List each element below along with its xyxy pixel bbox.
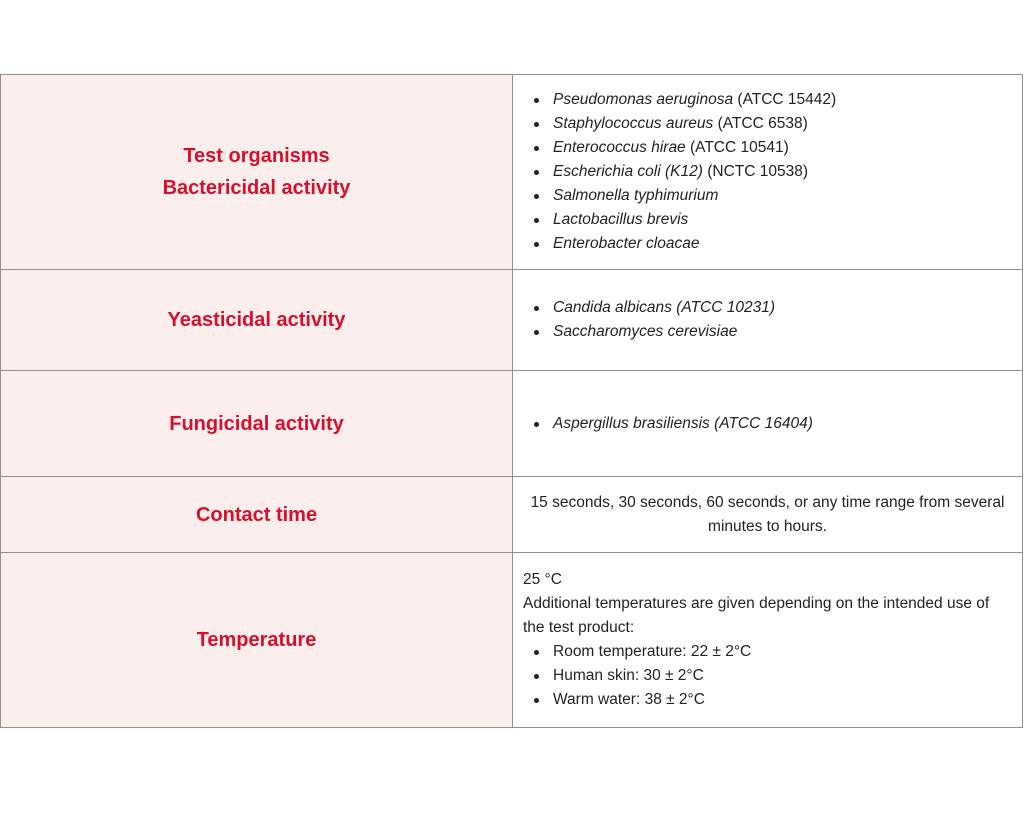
row-label-contact-time: Contact time bbox=[195, 503, 318, 526]
row-label-fungicidal-activity: Fungicidal activity bbox=[169, 412, 344, 435]
list-item bbox=[553, 232, 1022, 256]
value-cell-bactericidal bbox=[513, 75, 1023, 270]
yeast-organism-list bbox=[513, 296, 1022, 344]
value-cell-yeasticidal bbox=[513, 270, 1023, 371]
organism-name: Pseudomonas aeruginosa bbox=[553, 91, 734, 108]
organism-name: Staphylococcus aureus bbox=[553, 115, 714, 132]
list-item bbox=[553, 160, 1022, 184]
row-label-temperature: Temperature bbox=[196, 629, 317, 651]
table-row-fungicidal bbox=[1, 371, 1023, 477]
fungal-organism-list bbox=[513, 412, 1022, 436]
temperature-note: Additional temperatures are given depending on the intended use of the test product: bbox=[523, 595, 990, 636]
table-row-yeasticidal bbox=[1, 270, 1023, 371]
row-label-test-organisms: Test organisms bbox=[183, 145, 330, 167]
list-item bbox=[553, 112, 1022, 136]
list-item: Room temperature: 22 ± 2°C bbox=[553, 640, 1012, 664]
value-cell-fungicidal bbox=[513, 371, 1023, 477]
list-item bbox=[553, 136, 1022, 160]
organism-name: Lactobacillus brevis bbox=[553, 211, 689, 228]
organism-ref: (NCTC 10538) bbox=[702, 163, 808, 180]
value-cell-temperature bbox=[513, 553, 1023, 728]
list-item: Candida albicans (ATCC 10231) bbox=[553, 296, 1022, 320]
label-cell-contact-time bbox=[1, 477, 513, 553]
specification-table bbox=[0, 74, 1023, 728]
row-label-yeasticidal-activity: Yeasticidal activity bbox=[167, 309, 346, 331]
label-cell-yeasticidal bbox=[1, 270, 513, 371]
organism-name: Enterobacter cloacae bbox=[553, 235, 700, 252]
list-item: Saccharomyces cerevisiae bbox=[553, 320, 1022, 344]
list-item: Aspergillus brasiliensis (ATCC 16404) bbox=[553, 412, 1022, 436]
bactericidal-organism-list bbox=[513, 88, 1022, 256]
list-item: Human skin: 30 ± 2°C bbox=[553, 664, 1012, 688]
organism-ref: (ATCC 10541) bbox=[685, 139, 789, 156]
label-cell-temperature bbox=[1, 553, 513, 728]
organism-ref: (ATCC 6538) bbox=[713, 115, 808, 132]
organism-name: Salmonella typhimurium bbox=[553, 187, 719, 204]
list-item: Warm water: 38 ± 2°C bbox=[553, 688, 1012, 712]
label-cell-test-organisms bbox=[1, 75, 513, 270]
list-item bbox=[553, 208, 1022, 232]
row-label-bactericidal-activity: Bactericidal activity bbox=[162, 177, 351, 199]
contact-time-value: 15 seconds, 30 seconds, 60 seconds, or any time range from several minutes to hours. bbox=[530, 493, 1005, 535]
base-temperature: 25 °C bbox=[523, 571, 562, 588]
organism-name: Escherichia coli (K12) bbox=[553, 163, 703, 180]
table-row-test-organisms bbox=[1, 75, 1023, 270]
organism-ref: (ATCC 15442) bbox=[733, 91, 837, 108]
organism-name: Enterococcus hirae bbox=[553, 139, 686, 156]
temperature-list bbox=[523, 640, 1012, 712]
list-item bbox=[553, 184, 1022, 208]
value-cell-contact-time bbox=[513, 477, 1023, 553]
table-row-temperature bbox=[1, 553, 1023, 728]
table-row-contact-time bbox=[1, 477, 1023, 553]
list-item bbox=[553, 88, 1022, 112]
temperature-block bbox=[513, 568, 1022, 712]
label-cell-fungicidal bbox=[1, 371, 513, 477]
